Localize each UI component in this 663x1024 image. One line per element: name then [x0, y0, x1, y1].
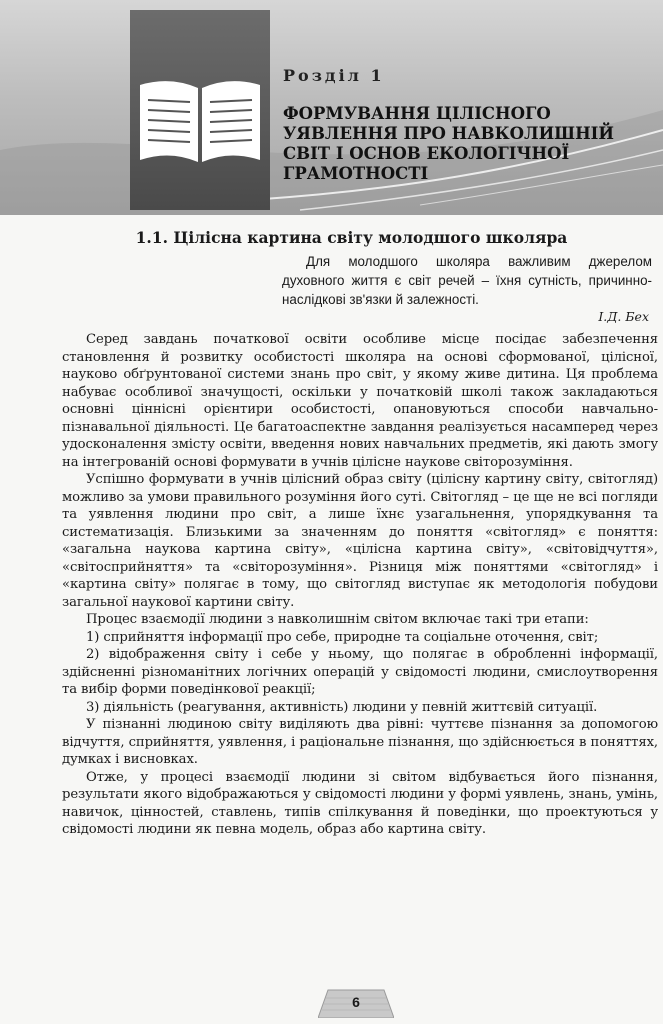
page-number: 6: [352, 994, 360, 1010]
paragraph: Серед завдань початкової освіти особливе місце посідає забезпечення становлення й розвитку особистості школяра на основі сформованої, цілісної, науково обґрунтованої системи знань про світ, у якому живе дитина. Ця проблема набуває особливої значущості, оскільки у початковій школі також закладаються основні ціннісні орієнтири особистості, опановуються способи навчально-пізнавальної діяльності. Це багатоаспектне завдання реалізується насамперед через удосконалення змісту освіти, введення нових навчальних предметів, які дають змогу на інтегрованій основі формувати в учнів цілісне наукове світорозуміння.: [62, 332, 658, 470]
chapter-title: ФОРМУВАННЯ ЦІЛІСНОГО УЯВЛЕННЯ ПРО НАВКОЛИШНІЙ СВІТ І ОСНОВ ЕКОЛОГІЧНОЇ ГРАМОТНОСТІ: [283, 104, 614, 183]
epigraph-text: Для молодшого школяра важливим джерелом духовного життя є світ речей – їхня сутність, причинно-наслідкові зв'язки й залежності.: [282, 254, 652, 307]
page-number-badge: [318, 988, 394, 1018]
section-label: Розділ 1: [283, 66, 385, 85]
section-heading: 1.1. Цілісна картина світу молодшого школяра: [135, 228, 568, 247]
body-text: [62, 331, 658, 839]
paragraph: Отже, у процесі взаємодії людини зі світом відбувається його пізнання, результати якого відображаються у свідомості людини у формі уявлень, знань, умінь, навичок, цінностей, ставлень, типів спілкування й поведінки, що проектуються у свідомості людини як певна модель, образ або картина світу.: [62, 769, 658, 837]
list-item: 2) відображення світу і себе у ньому, що полягає в обробленні інформації, здійсненні різноманітних логічних операцій у свідомості людини, смислоутворення та вибір форми поведінкової реакції;: [62, 647, 658, 697]
paragraph: Процес взаємодії людини з навколишнім світом включає такі три етапи:: [86, 612, 589, 627]
paragraph: У пізнанні людиною світу виділяють два рівні: чуттєве пізнання за допомогою відчуття, сприйняття, уявлення, і раціональне пізнання, що здійснюється в поняттях, думках і висновках.: [62, 717, 658, 767]
list-item: 1) сприйняття інформації про себе, природне та соціальне оточення, світ;: [86, 629, 599, 645]
open-book-icon: [130, 10, 270, 210]
list-item: 3) діяльність (реагування, активність) людини у певній життєвій ситуації.: [86, 699, 598, 715]
epigraph-author: І.Д. Бех: [598, 309, 649, 324]
paragraph: Успішно формувати в учнів цілісний образ світу (цілісну картину світу, світогляд) можливо за умови правильного розуміння його суті. Світогляд – це ще не всі погляди та уявлення людини про світ, а лише їхнє узагальнення, упорядкування та систематизація. Близькими за значенням до поняття «світогляд» є поняття: «загальна наукова картина світу», «цілісна картина світу», «світовідчуття», «світосприйняття» та «світорозуміння». Різниця між поняттями «світогляд» і «картина світу» полягає в тому, що світогляд виступає як методологія побудови загальної наукової картини світу.: [62, 472, 658, 610]
